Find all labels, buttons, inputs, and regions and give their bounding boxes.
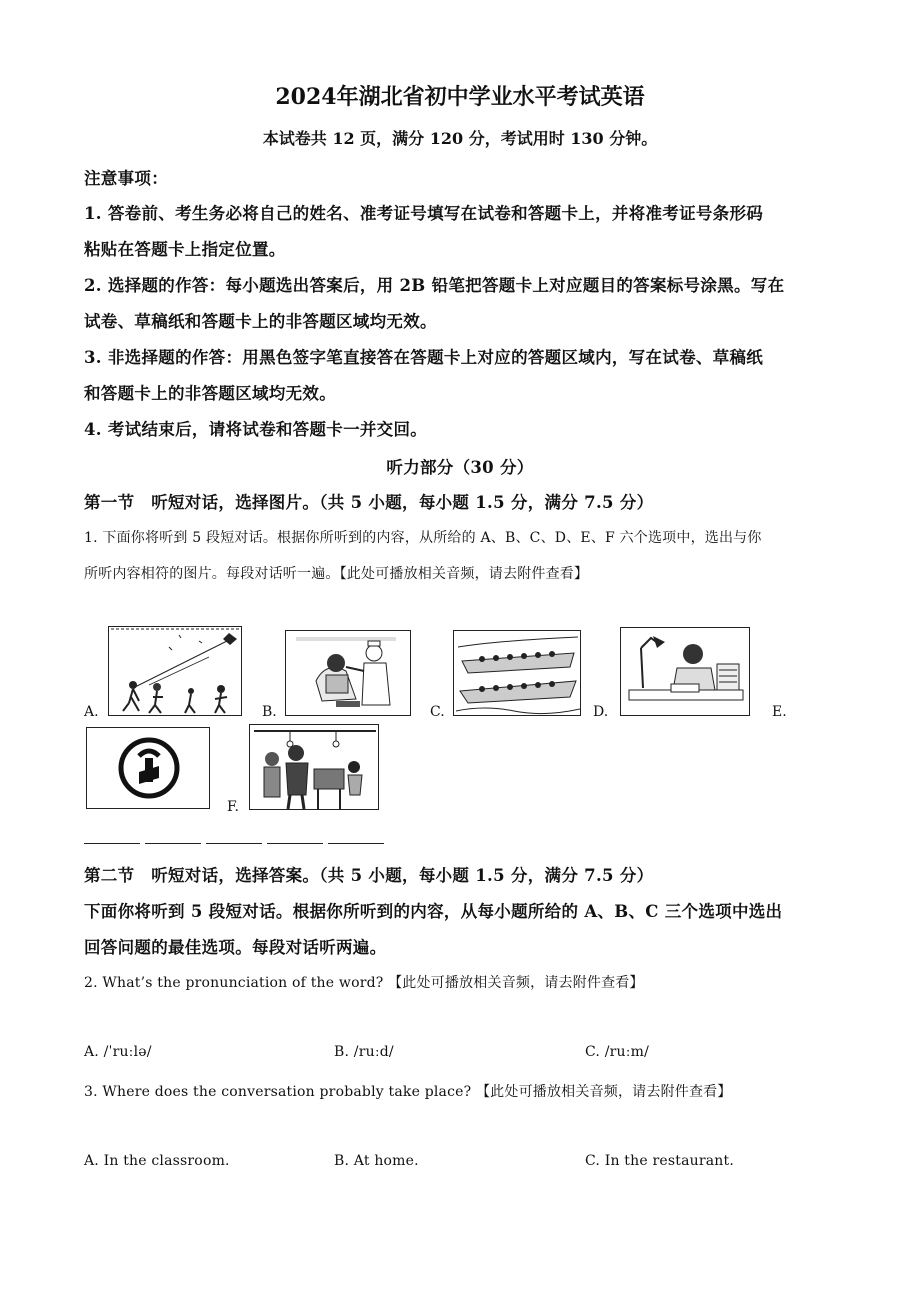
- answer-blank-2[interactable]: [145, 843, 201, 844]
- q3-option-b[interactable]: B. At home.: [334, 1153, 419, 1169]
- q3-option-a[interactable]: A. In the classroom.: [84, 1153, 230, 1169]
- answer-blank-4[interactable]: [267, 843, 323, 844]
- q3-option-c[interactable]: C. In the restaurant.: [585, 1153, 734, 1169]
- section2-instruction-b: 回答问题的最佳选项。每段对话听两遍。: [84, 938, 387, 957]
- q2-option-b[interactable]: B. /ruːd/: [334, 1044, 394, 1060]
- q2-stem: 2. What’s the pronunciation of the word? 【此处可播放相关音频，请去附件查看】: [84, 975, 644, 991]
- picture-a-kite: [108, 626, 242, 716]
- option-e-label: E.: [772, 704, 787, 720]
- picture-f-bus: [249, 724, 379, 810]
- notice-item-1a: 1. 答卷前、考生务必将自己的姓名、准考证号填写在试卷和答题卡上，并将准考证号条形码: [84, 204, 764, 223]
- section2-instruction-a: 下面你将听到 5 段短对话。根据你所听到的内容，从每小题所给的 A、B、C 三个选项中选出: [84, 902, 783, 921]
- notice-heading: 注意事项：: [84, 169, 168, 188]
- q1-instruction-line1: 1. 下面你将听到 5 段短对话。根据你所听到的内容，从所给的 A、B、C、D、E、F 六个选项中，选出与你: [84, 530, 762, 546]
- page-title: 2024年湖北省初中学业水平考试英语: [275, 84, 645, 110]
- answer-blank-5[interactable]: [328, 843, 384, 844]
- q2-option-a[interactable]: A. /ˈruːlə/: [84, 1044, 152, 1060]
- notice-item-3b: 和答题卡上的非答题区域均无效。: [84, 384, 336, 403]
- answer-blank-3[interactable]: [206, 843, 262, 844]
- option-d-label: D.: [593, 704, 609, 720]
- option-c-label: C.: [430, 704, 445, 720]
- option-f-label: F.: [227, 799, 239, 815]
- picture-b-dentist: [285, 630, 411, 716]
- picture-d-studying: [620, 627, 750, 716]
- q1-instruction-line2: 所听内容相符的图片。每段对话听一遍。【此处可播放相关音频，请去附件查看】: [84, 566, 589, 582]
- notice-item-4: 4. 考试结束后，请将试卷和答题卡一并交回。: [84, 420, 428, 439]
- notice-item-3a: 3. 非选择题的作答：用黑色签字笔直接答在答题卡上对应的答题区域内，写在试卷、草稿纸: [84, 348, 764, 367]
- listening-heading: 听力部分（30 分）: [386, 458, 534, 477]
- answer-blank-1[interactable]: [84, 843, 140, 844]
- notice-item-1b: 粘贴在答题卡上指定位置。: [84, 240, 286, 259]
- q3-stem: 3. Where does the conversation probably take place? 【此处可播放相关音频，请去附件查看】: [84, 1084, 732, 1100]
- q2-option-c[interactable]: C. /ruːm/: [585, 1044, 650, 1060]
- section2-title: 第二节 听短对话，选择答案。（共 5 小题，每小题 1.5 分，满分 7.5 分）: [84, 866, 654, 885]
- picture-c-dragon-boats: [453, 630, 581, 716]
- notice-item-2a: 2. 选择题的作答：每小题选出答案后，用 2B 铅笔把答题卡上对应题目的答案标号涂黑。写在: [84, 276, 785, 295]
- picture-e-sign: [86, 727, 210, 809]
- option-a-label: A.: [84, 704, 99, 720]
- exam-info: 本试卷共 12 页，满分 120 分，考试用时 130 分钟。: [262, 129, 658, 148]
- option-b-label: B.: [262, 704, 277, 720]
- section1-title: 第一节 听短对话，选择图片。（共 5 小题，每小题 1.5 分，满分 7.5 分）: [84, 493, 654, 512]
- notice-item-2b: 试卷、草稿纸和答题卡上的非答题区域均无效。: [84, 312, 437, 331]
